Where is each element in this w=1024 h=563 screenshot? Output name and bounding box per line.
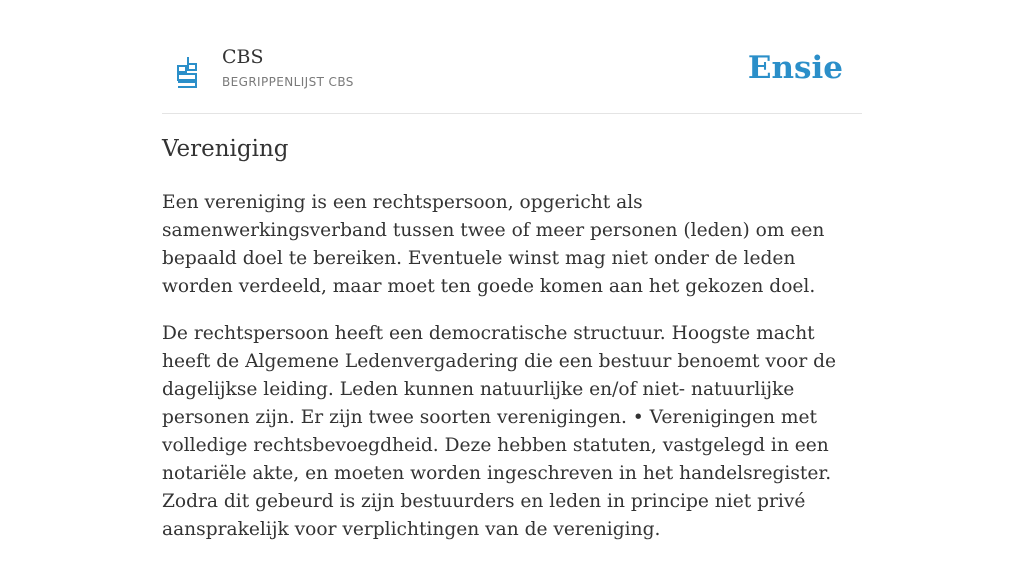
definition-body <box>162 189 862 563</box>
page <box>162 0 862 540</box>
page-title: Vereniging <box>162 136 289 162</box>
definition-paragraph: Een vereniging is een rechtspersoon, opgericht als samenwerkingsverband tussen twee of meer personen (leden) om een bepaald doel te bereiken. Eventuele winst mag niet onder de leden worden verdeeld, maar moet ten goede komen aan het gekozen doel. <box>162 192 825 297</box>
cbs-logo-icon[interactable] <box>176 56 198 88</box>
brand-logo[interactable]: Ensie <box>747 50 843 86</box>
source-subtitle: BEGRIPPENLIJST CBS <box>222 75 354 89</box>
source-name[interactable]: CBS <box>222 46 264 68</box>
header <box>162 0 862 114</box>
definition-paragraph: De rechtspersoon heeft een democratische structuur. Hoogste macht heeft de Algemene Ledenvergadering die een bestuur benoemt voor de dagelijkse leiding. Leden kunnen natuurlijke en/of niet- natuurlijke personen zijn. Er zijn twee soorten verenigingen. • Verenigingen met volledige rechtsbevoegdheid. Deze hebben statuten, vastgelegd in een notariële akte, en moeten worden ingeschreven in het handelsregister. Zodra dit gebeurd is zijn bestuurders en leden in principe niet privé aansprakelijk voor verplichtingen van de vereniging. <box>162 323 837 540</box>
